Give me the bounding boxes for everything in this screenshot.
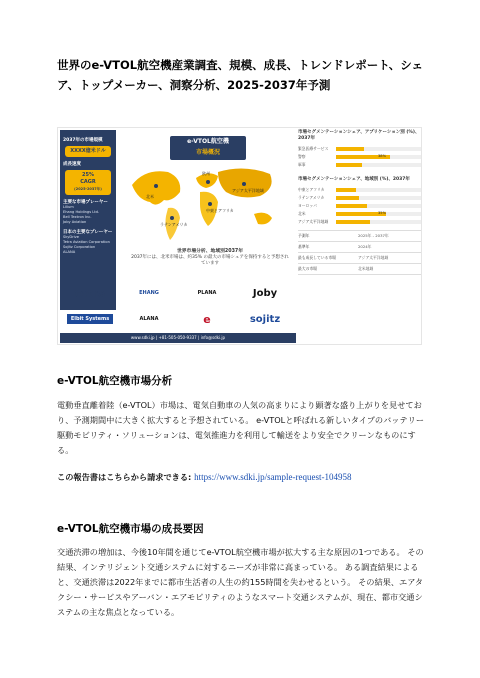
bar-label: アジア太平洋地域 [298, 219, 329, 224]
logo-alana: ALANA [139, 316, 159, 322]
bar-track [336, 204, 421, 208]
bar-label: ヨーロッパ [298, 203, 317, 208]
region-label: 中東とアフリカ [206, 208, 234, 213]
region-bar-chart [298, 186, 421, 226]
request-label: この報告書はこちらから請求できる: [57, 472, 195, 482]
bar-row [298, 202, 421, 210]
request-line [57, 472, 352, 483]
bar-track [336, 196, 421, 200]
player-item: Ehang Holdings Ltd. [63, 210, 100, 214]
bar [336, 147, 364, 151]
table-value: アジア太平洋地域 [358, 255, 389, 260]
player-item: Bell Textron Inc. [63, 215, 92, 219]
region-label: アジア太平洋地域 [232, 188, 264, 193]
infographic-footer: www.sdki.jp | +81-505-050-9337 | info@sdki.jp [60, 333, 296, 343]
table-value: 2024年 [358, 244, 372, 249]
bar-track [336, 163, 421, 167]
bar-track [336, 147, 421, 151]
banner-subtitle: 市場概況 [195, 149, 220, 156]
jp-player-item: Sojitz Corporation [63, 245, 96, 249]
cagr-value: 25% [82, 172, 94, 178]
table-row [298, 253, 421, 264]
world-map-panel [120, 130, 295, 280]
bar-track [336, 188, 421, 192]
logo-sojitz: sojitz [249, 313, 281, 325]
table-key: 最大の市場 [298, 266, 317, 271]
player-item: Lilium [63, 205, 74, 209]
bar-label: 軍事 [298, 162, 306, 167]
bar-label: 緊急医療サービス [298, 146, 329, 151]
jp-player-item: SkyDrive [63, 235, 79, 239]
jp-players-label: 日本の主要なプレーヤー [63, 230, 113, 235]
company-logos [60, 280, 296, 335]
market-size-label: 2037年の市場規模 [63, 138, 103, 143]
bar-row [298, 153, 421, 161]
growth-label: 成長速度 [63, 162, 81, 167]
report-infographic [57, 127, 422, 345]
map-caption-body: 2037年には、北米市場は、約35% の最大の市場シェアを保持すると予想されています [131, 255, 289, 266]
logo-e: e [203, 312, 211, 326]
logo-ehang: EHANG [139, 290, 159, 296]
section-heading-analysis: e-VTOL航空機市場分析 [57, 375, 173, 387]
table-key: 基準年 [298, 244, 310, 249]
bar-label: 北米 [298, 211, 306, 216]
application-chart-title: 市場セグメンテーションシェア、アプリケーション別 (%)、2037年 [298, 130, 420, 141]
table-row [298, 242, 421, 253]
table-row [298, 231, 421, 242]
bar-row [298, 218, 421, 226]
region-label: 北米 [146, 194, 154, 199]
logo-tetra: tetra [74, 286, 106, 300]
page-title: 世界のe-VTOL航空機産業調査、規模、成長、トレンドレポート、シェア、トップメーカー、洞察分析、2025-2037年予測 [57, 58, 424, 92]
bar-row [298, 194, 421, 202]
bar-row [298, 161, 421, 169]
bar [336, 196, 359, 200]
bar-value-label: 38% [378, 154, 386, 158]
application-bar-chart [298, 145, 421, 169]
table-value: 北米地域 [358, 266, 374, 271]
bar [336, 163, 362, 167]
banner-title: e-VTOL航空機 [187, 138, 229, 145]
region-label: 欧州 [202, 171, 210, 176]
logo-joby: Joby [252, 287, 278, 299]
cagr-badge [65, 170, 111, 195]
bar [336, 204, 367, 208]
summary-table [298, 230, 421, 275]
market-size-value: XXXX億米ドル [65, 146, 111, 157]
section-body-analysis: 電動垂直離着陸（e-VTOL）市場は、電気自動車の人気の高まりにより顕著な盛り上がりを見せており、予測期間中に大きく拡大すると予想されている。 e-VTOLと呼ばれる新しいタイプのバッテリー駆動モビリティ・ソリューションは、電気推進力を利用して輸送をより安全でクリーンなものにする。 [57, 400, 425, 455]
bar-track [336, 220, 421, 224]
bar-track [336, 212, 421, 216]
table-row [298, 264, 421, 275]
region-chart-title: 市場セグメンテーションシェア、地域別 (%)、2037年 [298, 177, 410, 182]
map-caption-title: 世界市場分析、地域別2037年 [176, 249, 244, 254]
bar-track [336, 155, 421, 159]
bar [336, 188, 356, 192]
sample-request-link[interactable]: https://www.sdki.jp/sample-request-104958 [194, 472, 352, 482]
bar-row [298, 145, 421, 153]
table-value: 2025年 - 2037年 [358, 233, 389, 238]
cagr-period: (2025-2037年) [74, 187, 102, 191]
logo-plana: PLANA [197, 290, 217, 296]
segmentation-panel [298, 130, 421, 342]
bar-label: ラテンアメリカ [298, 195, 325, 200]
bar-row [298, 186, 421, 194]
bar [336, 220, 370, 224]
section-body-growth: 交通渋滞の増加は、今後10年間を通じてe-VTOL航空機市場が拡大する主な原因の1つである。 その結果、インテリジェント交通システムに対するニーズが非常に高まっている。 ある調査結果によると、交通渋滞は2022年までに都市生活者の人生の約155時間を失わせるという。 その結果、エアタクシー・サービスやアーバン・エアモビリティのようなスマート交通システムが、現在、都市交通システムの主な焦点となっている。 [57, 547, 424, 617]
bar-label: 中東とアフリカ [298, 187, 325, 192]
section-heading-growth: e-VTOL航空機市場の成長要因 [57, 523, 204, 535]
player-item: Joby Aviation [63, 220, 87, 224]
bar-row [298, 210, 421, 218]
table-key: 最も成長している市場 [298, 255, 336, 260]
region-label: ラテンアメリカ [160, 222, 188, 227]
bar-label: 警察 [298, 154, 306, 159]
jp-player-item: Tetra Aviation Corporation [63, 240, 110, 244]
logo-elbit: Elbit Systems [67, 314, 113, 324]
players-label: 主要な市場プレーヤー [63, 200, 108, 205]
map-caption [130, 249, 290, 267]
bar-value-label: 35% [378, 211, 386, 215]
infographic-banner [170, 136, 246, 160]
table-key: 予測年 [298, 233, 310, 238]
jp-player-item: ALANA [63, 250, 76, 254]
cagr-label: CAGR [80, 179, 96, 185]
